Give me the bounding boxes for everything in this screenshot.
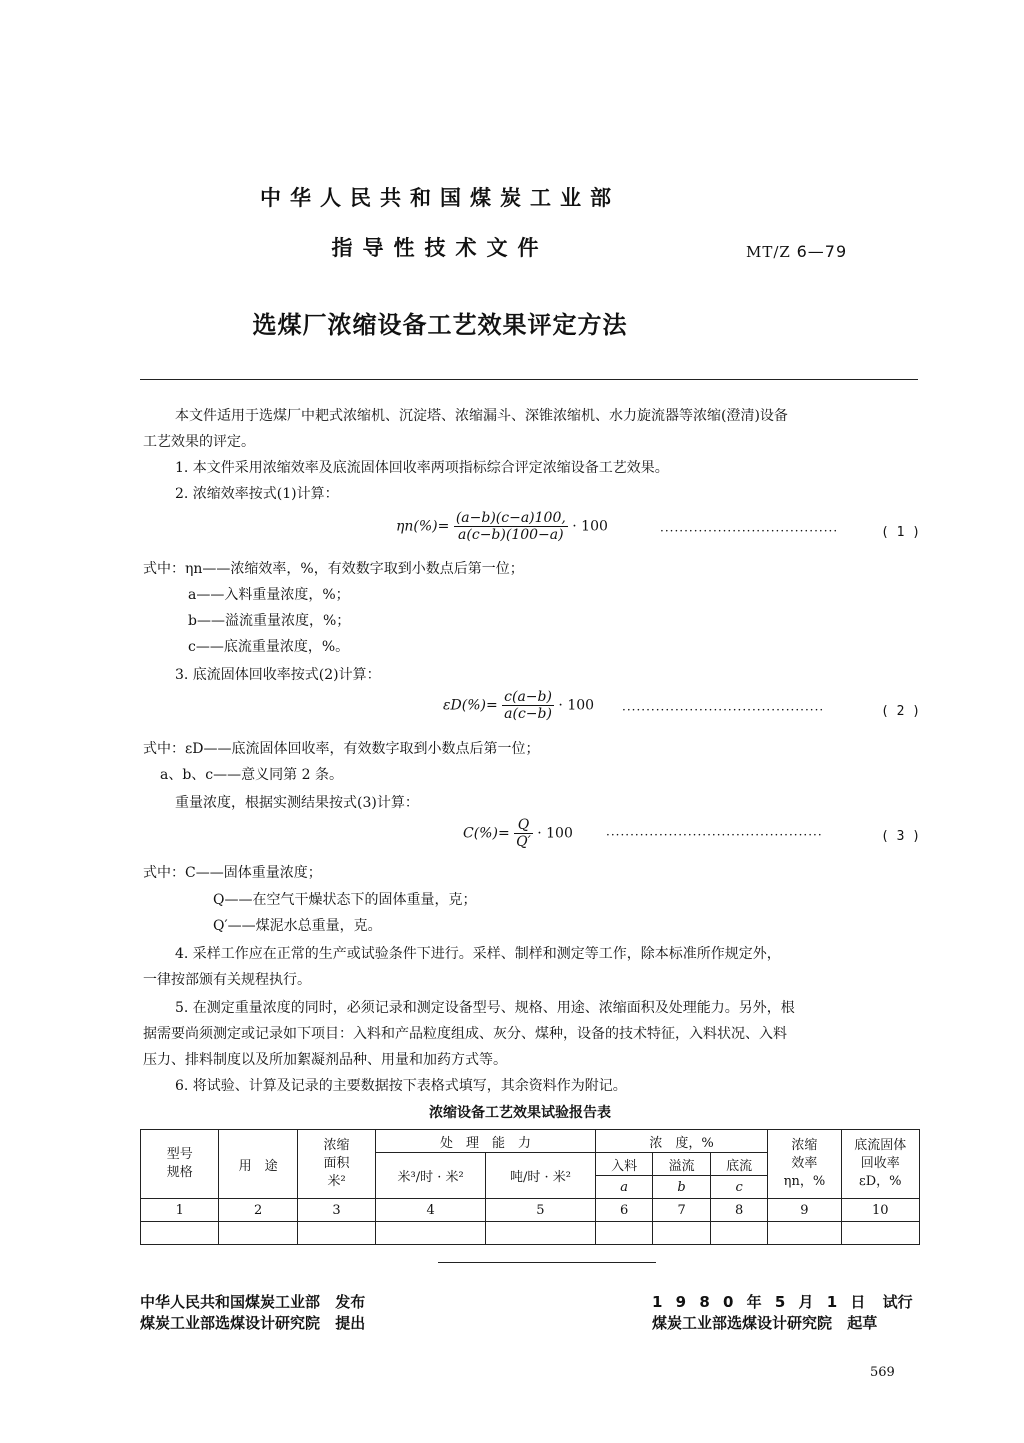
header-concentration: 浓 度，% — [595, 1130, 768, 1153]
header-underflow: 底流 — [710, 1153, 768, 1176]
standard-code — [746, 242, 847, 261]
standard-code-number: 6—79 — [796, 242, 848, 261]
formula-3-fraction — [514, 817, 533, 850]
where-2-abc: a、b、c——意义同第 2 条。 — [160, 767, 343, 783]
table-cell: 4 — [376, 1199, 486, 1222]
table-cell: 1 — [141, 1199, 219, 1222]
header-efficiency: 浓缩 效率 ηn，% — [768, 1130, 841, 1199]
footer-drafter-line — [652, 1312, 877, 1333]
clause-5-line-2: 据需要尚须测定或记录如下项目：入料和产品粒度组成、灰分、煤种，设备的技术特征，入料状况、入料 — [143, 1026, 787, 1042]
formula-2-fraction — [502, 689, 554, 722]
formula-3-leader: ············································· — [606, 828, 823, 842]
header-capacity-volume: 米³/时 · 米² — [376, 1153, 486, 1199]
footer-trial-label: 试行 — [882, 1293, 913, 1311]
formula-1-denominator: a(c−b)(100−a) — [458, 527, 564, 543]
footer-date-line — [652, 1291, 913, 1312]
where-1-b: b——溢流重量浓度，%； — [188, 613, 351, 629]
clause-4-line-2: 一律按部颁有关规程执行。 — [143, 972, 311, 988]
clause-4-line-1: 4. 采样工作应在正常的生产或试验条件下进行。采样、制样和测定等工作，除本标准所作规定外， — [175, 946, 781, 962]
where-1-eta: 式中：ηn——浓缩效率，%，有效数字取到小数点后第一位； — [143, 561, 524, 577]
clause-3-weight-concentration: 重量浓度，根据实测结果按式(3)计算： — [175, 795, 419, 811]
table-cell — [486, 1222, 596, 1245]
formula-2-number: ( 2 ) — [881, 704, 921, 719]
footer-date: 1 9 8 0 年 5 月 1 日 — [652, 1293, 870, 1311]
title-divider — [140, 379, 918, 380]
where-1-c: c——底流重量浓度，%。 — [188, 639, 350, 655]
table-cell: 6 — [595, 1199, 653, 1222]
table-index-row — [141, 1199, 920, 1222]
formula-2-tail: · 100 — [558, 697, 595, 714]
table-cell: 10 — [841, 1199, 919, 1222]
table-cell — [653, 1222, 711, 1245]
formula-3-numerator: Q — [514, 817, 533, 834]
intro-line-1: 本文件适用于选煤厂中耙式浓缩机、沉淀塔、浓缩漏斗、深锥浓缩机、水力旋流器等浓缩(澄清)设备 — [175, 408, 788, 424]
footer-proposer: 煤炭工业部选煤设计研究院 — [140, 1314, 321, 1332]
formula-3-denominator: Q′ — [516, 834, 531, 850]
formula-1-fraction — [454, 510, 568, 543]
footer-issue-label: 发布 — [335, 1293, 366, 1311]
table-cell — [141, 1222, 219, 1245]
table-cell — [376, 1222, 486, 1245]
header-area: 浓缩 面积 米² — [297, 1130, 375, 1199]
clause-5-line-3: 压力、排料制度以及所加絮凝剂品种、用量和加药方式等。 — [143, 1052, 507, 1068]
clause-6: 6. 将试验、计算及记录的主要数据按下表格式填写，其余资料作为附记。 — [175, 1078, 627, 1094]
table-cell: 8 — [710, 1199, 768, 1222]
where-1-a: a——入料重量浓度，%； — [188, 587, 350, 603]
footer-draft-label: 起草 — [847, 1314, 878, 1332]
table-cell — [595, 1222, 653, 1245]
formula-3 — [463, 817, 573, 850]
table-cell: 5 — [486, 1199, 596, 1222]
header-symbol-b: b — [653, 1176, 711, 1199]
clause-1: 1. 本文件采用浓缩效率及底流固体回收率两项指标综合评定浓缩设备工艺效果。 — [175, 460, 669, 476]
table-caption: 浓缩设备工艺效果试验报告表 — [429, 1105, 611, 1121]
footer-issuer-line — [140, 1291, 365, 1312]
formula-3-lhs: C(%)= — [463, 825, 510, 842]
formula-1 — [396, 510, 608, 543]
formula-2-leader: ·········································· — [622, 703, 825, 717]
where-3-c: 式中：C——固体重量浓度； — [143, 865, 322, 881]
table-cell — [841, 1222, 919, 1245]
table-cell — [768, 1222, 841, 1245]
formula-2 — [443, 689, 594, 722]
header-recovery: 底流固体 回收率 εD，% — [841, 1130, 919, 1199]
formula-1-lhs: ηn(%)= — [396, 518, 450, 535]
clause-3: 3. 底流固体回收率按式(2)计算： — [175, 667, 381, 683]
footer-divider — [438, 1262, 656, 1263]
formula-1-number: ( 1 ) — [881, 525, 921, 540]
header-symbol-c: c — [710, 1176, 768, 1199]
footer-issuer: 中华人民共和国煤炭工业部 — [140, 1293, 321, 1311]
formula-2-numerator: c(a−b) — [504, 689, 552, 705]
header-capacity-mass: 吨/时 · 米² — [486, 1153, 596, 1199]
where-3-q-prime: Q′——煤泥水总重量，克。 — [213, 918, 382, 934]
intro-line-2: 工艺效果的评定。 — [143, 434, 255, 450]
header-use: 用 途 — [219, 1130, 297, 1199]
clause-2: 2. 浓缩效率按式(1)计算： — [175, 486, 339, 502]
footer-drafter: 煤炭工业部选煤设计研究院 — [652, 1314, 833, 1332]
formula-1-leader: ····································· — [660, 524, 839, 538]
formula-3-tail: · 100 — [537, 825, 573, 842]
table-header-row-1 — [141, 1130, 920, 1153]
header-overflow: 溢流 — [653, 1153, 711, 1176]
standard-code-prefix: MT/Z — [746, 243, 791, 261]
formula-1-numerator: (a−b)(c−a)100, — [455, 510, 566, 526]
table-empty-row — [141, 1222, 920, 1245]
page-number: 569 — [870, 1365, 895, 1380]
issuing-organization: 中华人民共和国煤炭工业部 — [260, 186, 620, 210]
table-cell — [710, 1222, 768, 1245]
table-cell: 2 — [219, 1199, 297, 1222]
report-table — [140, 1129, 920, 1245]
where-2-epsilon: 式中：εD——底流固体回收率，有效数字取到小数点后第一位； — [143, 741, 540, 757]
footer-propose-label: 提出 — [335, 1314, 366, 1332]
table-cell: 9 — [768, 1199, 841, 1222]
where-3-q: Q——在空气干燥状态下的固体重量，克； — [213, 892, 477, 908]
table-cell: 3 — [297, 1199, 375, 1222]
table-cell: 7 — [653, 1199, 711, 1222]
clause-5-line-1: 5. 在测定重量浓度的同时，必须记录和测定设备型号、规格、用途、浓缩面积及处理能力。另外，根 — [175, 1000, 795, 1016]
formula-3-number: ( 3 ) — [881, 829, 921, 844]
footer-proposer-line — [140, 1312, 365, 1333]
table-cell — [219, 1222, 297, 1245]
table-cell — [297, 1222, 375, 1245]
header-feed: 入料 — [595, 1153, 653, 1176]
header-symbol-a: a — [595, 1176, 653, 1199]
formula-2-lhs: εD(%)= — [443, 697, 498, 714]
formula-2-denominator: a(c−b) — [504, 706, 552, 722]
document-type: 指导性技术文件 — [331, 236, 549, 260]
document-title: 选煤厂浓缩设备工艺效果评定方法 — [252, 311, 628, 339]
header-capacity: 处 理 能 力 — [376, 1130, 596, 1153]
header-model: 型号 规格 — [141, 1130, 219, 1199]
formula-1-tail: · 100 — [572, 518, 608, 535]
